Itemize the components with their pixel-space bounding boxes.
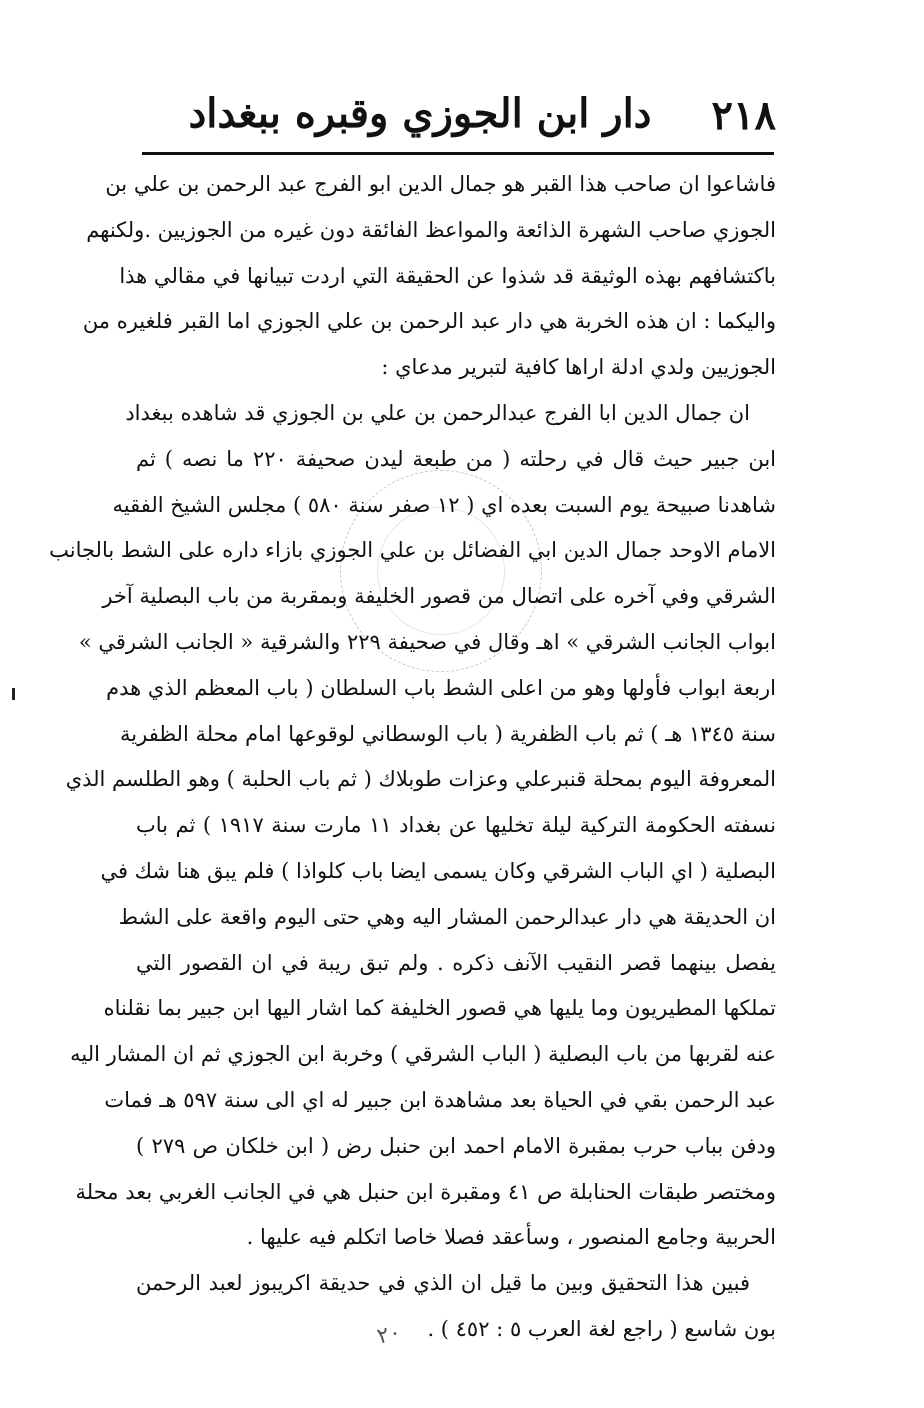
text-line: عنه لقربها من باب البصلية ( الباب الشرقي ) وخربة ابن الجوزي ثم ان المشار اليه bbox=[70, 1042, 776, 1067]
text-line: البصلية ( اي الباب الشرقي وكان يسمى ايضا باب كلواذا ) فلم يبق هنا شك في bbox=[100, 858, 776, 883]
text-line: فبين هذا التحقيق وبين ما قيل ان الذي في حديقة اكريبوز لعبد الرحمن bbox=[136, 1271, 750, 1296]
body-text bbox=[49, 162, 776, 1353]
text-line: الشرقي وفي آخره على اتصال من قصور الخليفة وبمقربة من باب البصلية آخر bbox=[102, 584, 776, 609]
text-line: اربعة ابواب فأولها وهو من اعلى الشط باب السلطان ( باب المعظم الذي هدم bbox=[106, 675, 776, 700]
text-line: الامام الاوحد جمال الدين ابي الفضائل بن علي الجوزي بازاء داره على الشط بالجانب bbox=[49, 538, 776, 563]
text-line: المعروفة اليوم بمحلة قنبرعلي وعزات طوبلاك ( ثم باب الحلبة ) وهو الطلسم الذي bbox=[65, 767, 776, 792]
text-line: سنة ١٣٤٥ هـ ) ثم باب الظفرية ( باب الوسطاني لوقوعها امام محلة الظفرية bbox=[120, 721, 776, 746]
text-line: واليكما : ان هذه الخربة هي دار عبد الرحمن بن علي الجوزي اما القبر فلغيره من bbox=[82, 309, 776, 334]
page-number: ٢١٨ bbox=[711, 92, 776, 139]
text-line: ابن جبير حيث قال في رحلته ( من طبعة ليدن صحيفة ٢٢٠ ما نصه ) ثم bbox=[136, 446, 776, 471]
text-line: ان جمال الدين ابا الفرج عبدالرحمن بن علي بن الجوزي قد شاهده ببغداد bbox=[125, 400, 750, 425]
folio-mark: ٢٠ bbox=[374, 1319, 404, 1350]
text-line: بون شاسع ( راجع لغة العرب ٥ : ٤٥٢ ) . bbox=[427, 1316, 776, 1341]
page-header bbox=[140, 88, 776, 138]
header-rule bbox=[142, 152, 774, 155]
text-line: ومختصر طبقات الحنابلة ص ٤١ ومقبرة ابن حنبل هي في الجانب الغربي بعد محلة bbox=[75, 1179, 776, 1204]
scan-edge-mark bbox=[12, 688, 15, 700]
text-line: ان الحديقة هي دار عبدالرحمن المشار اليه وهي حتى اليوم واقعة على الشط bbox=[118, 904, 776, 929]
text-line: الجوزيين ولدي ادلة اراها كافية لتبرير مدعاي : bbox=[381, 355, 776, 380]
text-line: ابواب الجانب الشرقي » اهـ وقال في صحيفة ٢٢٩ والشرقية « الجانب الشرقي » bbox=[78, 629, 776, 654]
text-line: الجوزي صاحب الشهرة الذائعة والمواعظ الفائقة دون غيره من الجوزيين .ولكنهم bbox=[86, 217, 776, 242]
text-line: يفصل بينهما قصر النقيب الآنف ذكره . ولم تبق ريبة في ان القصور التي bbox=[136, 950, 776, 975]
text-line: تملكها المطيريون وما يليها هي قصور الخليفة كما اشار اليها ابن جبير بما نقلناه bbox=[103, 996, 776, 1021]
text-line: باكتشافهم بهذه الوثيقة قد شذوا عن الحقيقة التي اردت تبيانها في مقالي هذا bbox=[119, 263, 776, 288]
text-line: نسفته الحكومة التركية ليلة تخليها عن بغداد ١١ مارت سنة ١٩١٧ ) ثم باب bbox=[136, 813, 776, 838]
text-line: عبد الرحمن بقي في الحياة بعد مشاهدة ابن جبير له اي الى سنة ٥٩٧ هـ فمات bbox=[104, 1087, 776, 1112]
running-title: دار ابن الجوزي وقبره ببغداد bbox=[188, 90, 652, 137]
text-line: فاشاعوا ان صاحب هذا القبر هو جمال الدين ابو الفرج عبد الرحمن بن علي بن bbox=[105, 172, 776, 196]
text-line: الحربية وجامع المنصور ، وسأعقد فصلا خاصا اتكلم فيه عليها . bbox=[246, 1225, 776, 1250]
text-line: ودفن بباب حرب بمقبرة الامام احمد ابن حنبل رض ( ابن خلكان ص ٢٧٩ ) bbox=[136, 1133, 776, 1158]
text-line: شاهدنا صبيحة يوم السبت بعده اي ( ١٢ صفر سنة ٥٨٠ ) مجلس الشيخ الفقيه bbox=[112, 492, 776, 517]
